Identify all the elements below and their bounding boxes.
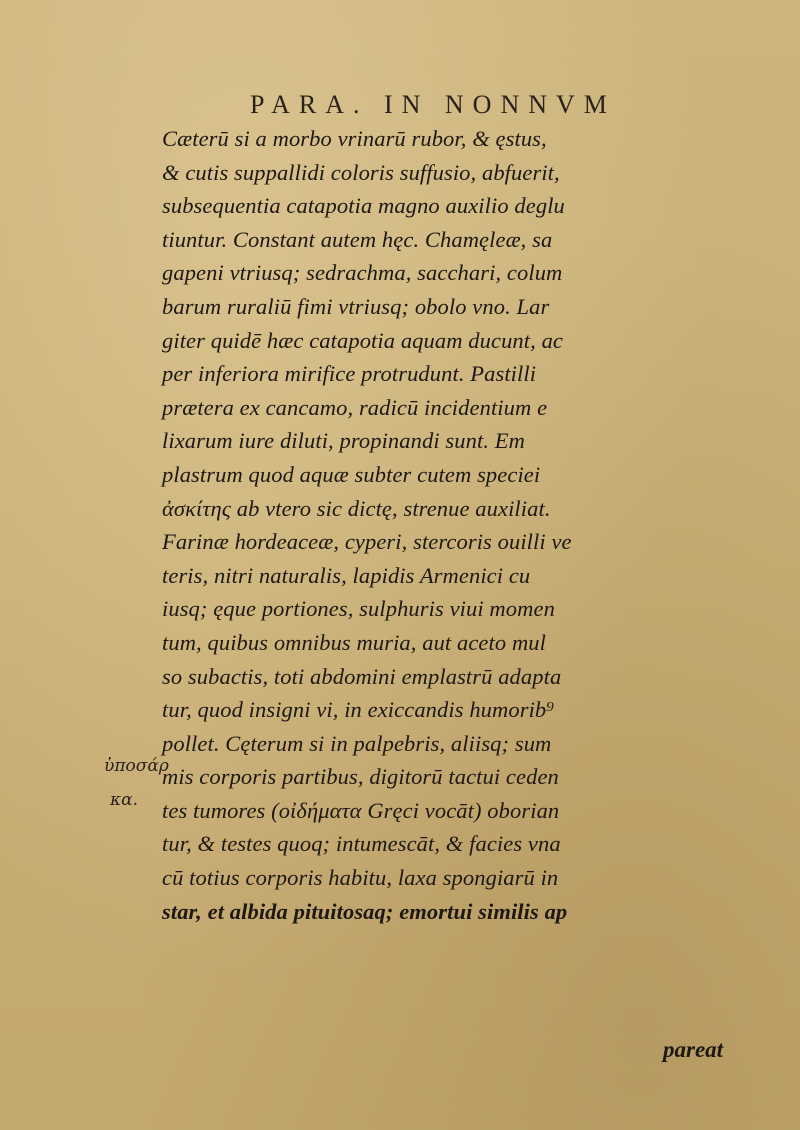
body-text [162, 122, 774, 928]
text-line: tiuntur. Constant autem hęc. Chamęleæ, sa [162, 226, 553, 252]
text-line: ἀσκίτης ab vtero sic dictę, strenue auxiliat. [162, 495, 551, 521]
text-line: tur, & testes quoq; intumescāt, & facies vna [162, 831, 561, 857]
text-line: barum ruraliū fimi vtriusq; obolo vno. Lar [162, 293, 550, 319]
margin-note-greek-cont: κα. [110, 790, 139, 810]
text-line: star, et albida pituitosaq; emortui similis ap [162, 898, 568, 924]
text-line: Farinæ hordeaceæ, cyperi, stercoris ouilli ve [162, 529, 572, 555]
margin-note-greek: ὑποσάρ [104, 756, 169, 776]
catchword: pareat [663, 1037, 724, 1062]
text-line: tur, quod insigni vi, in exiccandis humorib⁹ [162, 697, 555, 723]
text-line: giter quidē hæc catapotia aquam ducunt, ac [162, 327, 564, 353]
text-line: Cæterū si a morbo vrinarū rubor, & ęstus, [162, 126, 547, 151]
text-line: & cutis suppallidi coloris suffusio, abfuerit, [162, 159, 560, 185]
text-line: subsequentia catapotia magno auxilio deglu [162, 193, 565, 219]
text-line: teris, nitri naturalis, lapidis Armenici cu [162, 562, 531, 588]
text-line: so subactis, toti abdomini emplastrū adapta [162, 663, 562, 689]
text-line: plastrum quod aquæ subter cutem speciei [162, 461, 541, 487]
text-line: mis corporis partibus, digitorū tactui ceden [162, 764, 559, 790]
text-line: prætera ex cancamo, radicū incidentium e [162, 394, 548, 420]
running-header: PARA. IN NONNVM [250, 90, 616, 119]
text-line: lixarum iure diluti, propinandi sunt. Em [162, 428, 525, 454]
text-line: pollet. Cęterum si in palpebris, aliisq; sum [162, 730, 552, 756]
text-line: iusq; ęque portiones, sulphuris viui momen [162, 596, 555, 622]
text-line: gapeni vtriusq; sedrachma, sacchari, colum [162, 260, 563, 286]
text-line: tum, quibus omnibus muria, aut aceto mul [162, 629, 546, 655]
text-line: tes tumores (οἰδήματα Gręci vocāt) oborian [162, 797, 560, 823]
text-line: cū totius corporis habitu, laxa spongiarū in [162, 865, 559, 891]
text-line: per inferiora mirifice protrudunt. Pastilli [162, 361, 537, 387]
